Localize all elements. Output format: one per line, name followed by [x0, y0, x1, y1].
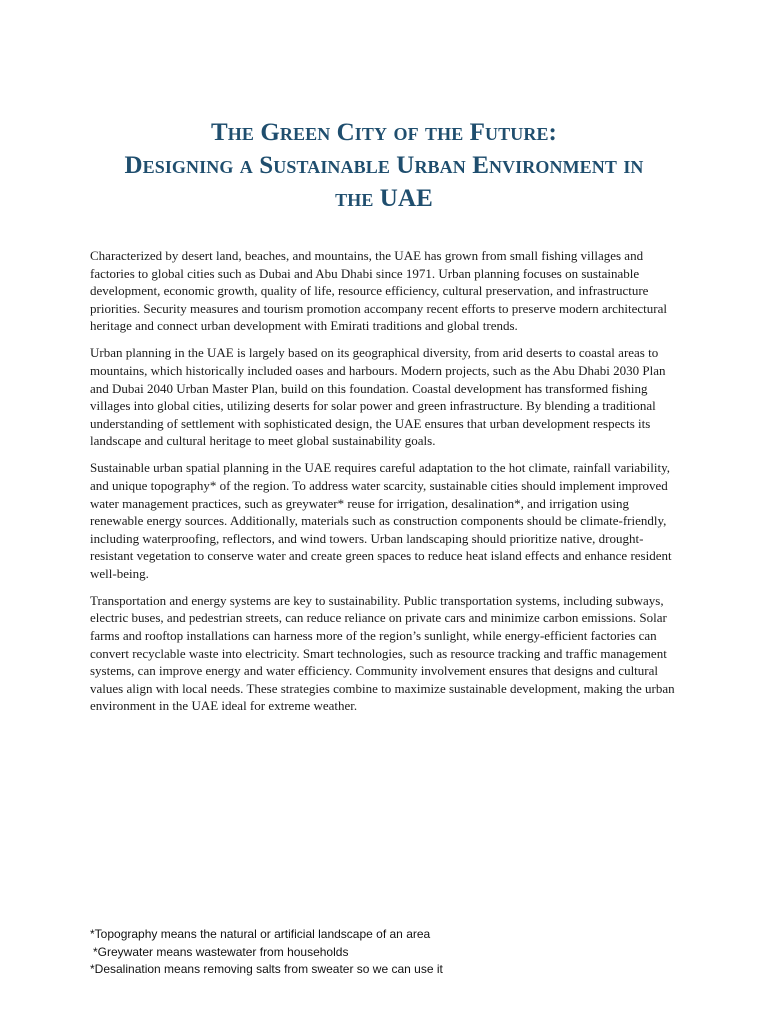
paragraph-spatial-planning: Sustainable urban spatial planning in the UAE requires careful adaptation to the hot climate, rainfall variability, and unique topography* of the region. To address water scarcity, sustainable cities should implement improved water management practices, such as greywater* reuse for irrigation, desalination*, and irrigation using renewable energy sources. Additionally, materials such as construction components should be climate-friendly, including waterproofing, reflectors, and wind towers. Urban landscaping should prioritize native, drought-resistant vegetation to conserve water and create green spaces to reduce heat island effects and enhance resident well-being. [90, 460, 672, 581]
footnotes [90, 926, 690, 979]
paragraph-transport-energy: Transportation and energy systems are key to sustainability. Public transportation systems, including subways, electric buses, and pedestrian streets, can reduce reliance on private cars and minimize carbon emissions. Solar farms and rooftop installations can harness more of the region’s sunlight, while energy-efficient factories can convert recyclable waste into electricity. Smart technologies, such as resource tracking and traffic management systems, can improve energy and water efficiency. Community involvement ensures that designs and cultural values align with local needs. These strategies combine to maximize sustainable development, making the urban environment in the UAE ideal for extreme weather. [90, 592, 675, 714]
paragraph-intro: Characterized by desert land, beaches, and mountains, the UAE has grown from small fishing villages and factories to global cities such as Dubai and Abu Dhabi since 1971. Urban planning focuses on sustainable development, economic growth, quality of life, resource efficiency, cultural preservation, and infrastructure priorities. Security measures and tourism promotion accompany recent efforts to preserve modern architectural heritage and connect urban development with Emirati traditions and global trends. [90, 248, 667, 334]
title-line-3: the UAE [335, 185, 433, 212]
title-line-2: Designing a Sustainable Urban Environment in [124, 152, 644, 179]
footnote-desalination: *Desalination means removing salts from sweater so we can use it [90, 962, 443, 977]
paragraph-geography: Urban planning in the UAE is largely based on its geographical diversity, from arid deserts to coastal areas to mountains, which historically included oases and harbours. Modern projects, such as the Abu Dhabi 2030 Plan and Dubai 2040 Urban Master Plan, build on this foundation. Coastal development has transformed fishing villages into global cities, utilizing deserts for solar power and green infrastructure. By blending a traditional understanding of settlement with sophisticated design, the UAE ensures that urban development respects its landscape and cultural heritage to meet global sustainability goals. [90, 345, 666, 449]
footnote-topography: *Topography means the natural or artificial landscape of an area [90, 927, 431, 941]
footnote-greywater: *Greywater means wastewater from households [93, 944, 349, 959]
document-title [60, 116, 708, 215]
title-line-1: The Green City of the Future: [211, 119, 557, 146]
document-body [90, 247, 682, 724]
